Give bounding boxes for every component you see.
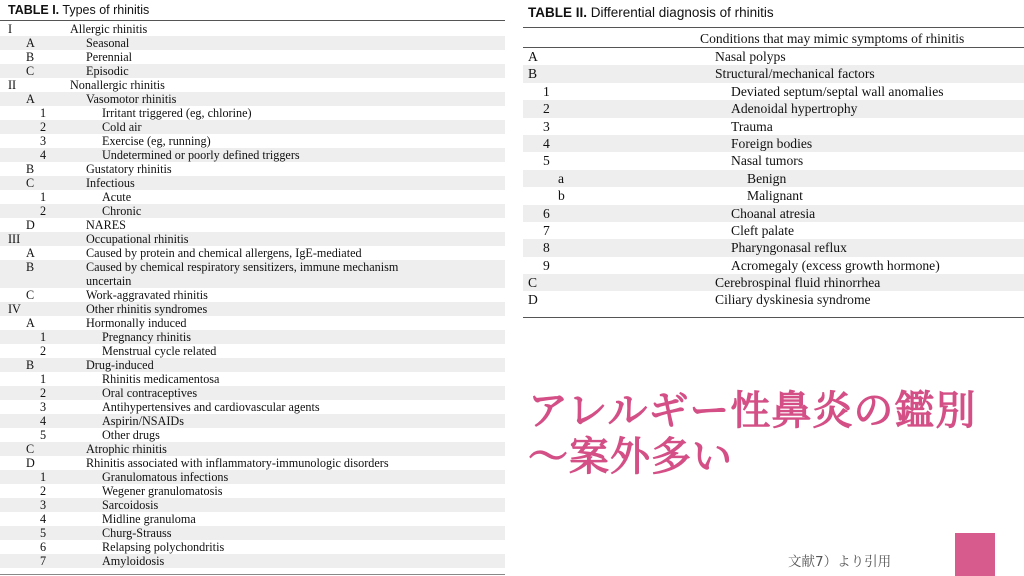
row-label: Rhinitis medicamentosa: [102, 372, 220, 386]
pink-accent-square: [955, 533, 995, 576]
row-label: Exercise (eg, running): [102, 134, 211, 148]
row-code: D: [26, 456, 35, 470]
row-label: Nonallergic rhinitis: [70, 78, 165, 92]
table-row: [0, 456, 505, 470]
row-code: A: [26, 316, 35, 330]
row-code: 6: [543, 205, 550, 221]
row-label: Nasal tumors: [731, 153, 804, 169]
table-row: [0, 512, 505, 526]
table-types-of-rhinitis: [0, 0, 505, 576]
table1-caption: [8, 3, 149, 17]
table-row: [523, 291, 1024, 308]
row-label: Rhinitis associated with inflammatory-immunologic disorders: [86, 456, 389, 470]
table-row: [0, 358, 505, 372]
row-code: 1: [40, 106, 47, 120]
row-label: Work-aggravated rhinitis: [86, 288, 208, 302]
row-label: Undetermined or poorly defined triggers: [102, 148, 300, 162]
table-row: [0, 64, 505, 78]
table-row: [0, 316, 505, 330]
table-row: [0, 302, 505, 316]
row-code: A: [26, 246, 35, 260]
table-row: [523, 65, 1024, 82]
table-row: [0, 176, 505, 190]
table1-caption-number: TABLE I.: [8, 3, 60, 17]
row-code: 2: [40, 484, 47, 498]
row-code: B: [26, 358, 35, 372]
table-row: [0, 36, 505, 50]
row-label: Choanal atresia: [731, 205, 816, 221]
row-label: Foreign bodies: [731, 135, 813, 151]
table2-caption-title: Differential diagnosis of rhinitis: [590, 5, 774, 20]
row-code: II: [8, 78, 17, 92]
table1-bottom-rule: [0, 574, 505, 575]
table-row: [523, 135, 1024, 152]
row-code: 3: [40, 134, 47, 148]
table-row: [0, 344, 505, 358]
row-code: 7: [543, 222, 550, 238]
table-row: [0, 218, 505, 232]
table-row: [0, 190, 505, 204]
row-label: Vasomotor rhinitis: [86, 92, 177, 106]
table-row: [523, 205, 1024, 222]
table-row: [523, 187, 1024, 204]
table-row: [523, 170, 1024, 187]
row-label: Nasal polyps: [715, 49, 786, 64]
row-label: Caused by protein and chemical allergens, IgE-mediated: [86, 246, 362, 260]
table-row: [0, 288, 505, 302]
table-row: [0, 330, 505, 344]
row-code: 8: [543, 240, 550, 256]
row-code: 1: [40, 330, 47, 344]
table-row: [523, 152, 1024, 169]
row-label: Acute: [102, 190, 132, 204]
row-code: 6: [40, 540, 47, 554]
table-row: [0, 372, 505, 386]
table-row: [0, 400, 505, 414]
row-code: 9: [543, 257, 550, 273]
row-label: Menstrual cycle related: [102, 344, 217, 358]
row-code: C: [26, 64, 35, 78]
row-code: 2: [40, 344, 47, 358]
table2-column-header: Conditions that may mimic symptoms of rhinitis: [700, 31, 965, 46]
row-code: 2: [40, 204, 47, 218]
row-label: Gustatory rhinitis: [86, 162, 172, 176]
table-row: [0, 540, 505, 554]
row-code: 1: [543, 83, 550, 99]
row-label: Irritant triggered (eg, chlorine): [102, 106, 252, 120]
row-code: D: [528, 292, 538, 308]
row-code: A: [528, 49, 538, 64]
row-code: C: [26, 288, 35, 302]
row-code: 4: [543, 135, 550, 151]
row-label: Acromegaly (excess growth hormone): [731, 257, 940, 273]
row-label: Antihypertensives and cardiovascular agents: [102, 400, 320, 414]
row-label: Sarcoidosis: [102, 498, 159, 512]
table-row: [523, 48, 1024, 65]
row-label: Cerebrospinal fluid rhinorrhea: [715, 275, 881, 291]
table-row: [0, 148, 505, 162]
row-label: Relapsing polychondritis: [102, 540, 225, 554]
row-code: 2: [543, 101, 550, 117]
row-code: 1: [40, 190, 47, 204]
row-label: Malignant: [747, 188, 803, 204]
table-row: [523, 239, 1024, 256]
table-row: [0, 120, 505, 134]
row-label: Amyloidosis: [102, 554, 165, 568]
row-label: Adenoidal hypertrophy: [731, 101, 858, 117]
row-label-continuation: uncertain: [86, 274, 132, 288]
row-label: Hormonally induced: [86, 316, 187, 330]
table2-top-rule: [523, 27, 1024, 28]
row-code: b: [558, 188, 565, 204]
row-code: III: [8, 232, 21, 246]
row-label: Other drugs: [102, 428, 160, 442]
table-row: [0, 232, 505, 246]
row-code: 3: [40, 400, 47, 414]
table1-body: [0, 22, 505, 568]
table-row: [0, 92, 505, 106]
row-label: Pharyngonasal reflux: [731, 240, 847, 256]
row-code: 5: [543, 153, 550, 169]
row-label: Granulomatous infections: [102, 470, 229, 484]
row-code: 2: [40, 120, 47, 134]
row-code: 4: [40, 148, 47, 162]
row-code: 1: [40, 470, 47, 484]
row-label: Caused by chemical respiratory sensitizers, immune mechanism: [86, 260, 399, 274]
row-label: Infectious: [86, 176, 135, 190]
table-differential-diagnosis: [523, 0, 1024, 330]
row-code: A: [26, 92, 35, 106]
table-row: [0, 204, 505, 218]
table-row: [523, 83, 1024, 100]
row-code: C: [26, 442, 35, 456]
table2-body: [523, 48, 1024, 309]
source-citation: 文献7）より引用: [788, 554, 892, 570]
row-label: Wegener granulomatosis: [102, 484, 223, 498]
row-label: Cold air: [102, 120, 142, 134]
table-row: [0, 50, 505, 64]
row-code: C: [528, 275, 538, 291]
row-code: 5: [40, 526, 47, 540]
table-row: [523, 100, 1024, 117]
row-code: C: [26, 176, 35, 190]
row-code: 4: [40, 512, 47, 526]
row-label: Ciliary dyskinesia syndrome: [715, 292, 871, 308]
row-code: I: [8, 22, 13, 36]
row-code: 5: [40, 428, 47, 442]
slide-title-line-1: アレルギー性鼻炎の鑑別: [528, 388, 977, 434]
table-row: [0, 442, 505, 456]
row-label: Atrophic rhinitis: [86, 442, 167, 456]
slide-title-line-2: ～案外多い: [528, 434, 733, 480]
table-row: [0, 246, 505, 260]
table-row: [0, 484, 505, 498]
row-label: Pregnancy rhinitis: [102, 330, 192, 344]
table-row: [0, 428, 505, 442]
row-label: Chronic: [102, 204, 142, 218]
row-label: Allergic rhinitis: [70, 22, 148, 36]
row-code: 1: [40, 372, 47, 386]
row-label: Trauma: [731, 118, 773, 134]
row-label: Occupational rhinitis: [86, 232, 189, 246]
row-label: Perennial: [86, 50, 133, 64]
row-code: 3: [543, 118, 550, 134]
table-row: [0, 22, 505, 36]
table-row: [0, 526, 505, 540]
table-row: [0, 498, 505, 512]
row-code: B: [26, 50, 35, 64]
row-label: NARES: [86, 218, 126, 232]
row-label: Aspirin/NSAIDs: [102, 414, 184, 428]
row-label: Benign: [747, 170, 787, 186]
table2-caption-number: TABLE II.: [528, 5, 587, 20]
table-row: [0, 260, 505, 288]
row-code: 4: [40, 414, 47, 428]
row-label: Drug-induced: [86, 358, 154, 372]
row-label: Churg-Strauss: [102, 526, 172, 540]
row-code: B: [528, 66, 538, 82]
table-row: [0, 386, 505, 400]
row-label: Midline granuloma: [102, 512, 196, 526]
row-label: Deviated septum/septal wall anomalies: [731, 83, 944, 99]
row-code: IV: [8, 302, 21, 316]
row-label: Episodic: [86, 64, 129, 78]
table2-caption: [528, 5, 774, 20]
row-code: B: [26, 162, 35, 176]
table-row: [523, 222, 1024, 239]
row-label: Seasonal: [86, 36, 130, 50]
table-row: [0, 78, 505, 92]
table2-bottom-rule: [523, 317, 1024, 318]
row-code: B: [26, 260, 35, 274]
row-code: 3: [40, 498, 47, 512]
row-code: a: [558, 170, 565, 186]
table-row: [0, 554, 505, 568]
table-row: [0, 414, 505, 428]
table-row: [0, 106, 505, 120]
row-label: Oral contraceptives: [102, 386, 198, 400]
table-row: [523, 118, 1024, 135]
table-row: [0, 162, 505, 176]
row-label: Cleft palate: [731, 222, 795, 238]
row-code: 7: [40, 554, 47, 568]
table-row: [523, 274, 1024, 291]
row-code: D: [26, 218, 35, 232]
row-label: Other rhinitis syndromes: [86, 302, 208, 316]
table1-top-rule: [0, 20, 505, 21]
table-row: [523, 257, 1024, 274]
row-label: Structural/mechanical factors: [715, 66, 875, 82]
table1-caption-title: Types of rhinitis: [62, 3, 150, 17]
slide-title: [528, 388, 1018, 480]
row-code: A: [26, 36, 35, 50]
row-code: 2: [40, 386, 47, 400]
table-row: [0, 470, 505, 484]
table-row: [0, 134, 505, 148]
